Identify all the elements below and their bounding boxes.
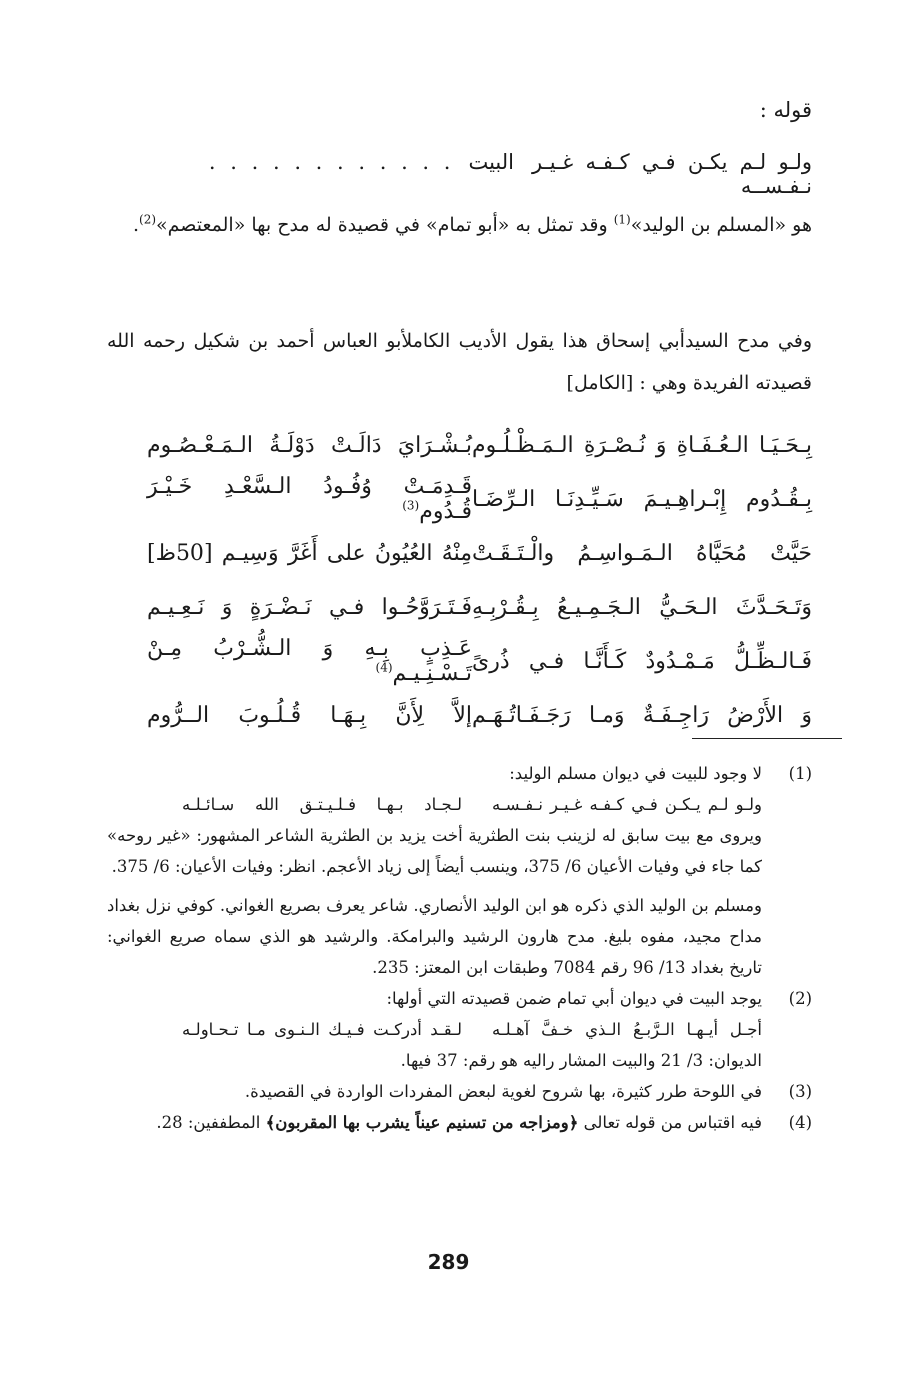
footnote-text: ويروى مع بيت سابق له لزينب بنت الطثرية أخت يزيد بن الطثرية الشاعر المشهور: «غير روحه» كما جاء في وفيات الأعيان 6/ 375، وينسب أيضاً إلى زياد الأعجم. انظر: وفيات الأعيان: 6/ 375. bbox=[107, 826, 762, 876]
poem bbox=[107, 418, 812, 742]
footnote-text-part: فيه اقتباس من قوله تعالى bbox=[578, 1113, 762, 1132]
quran-quote: ﴿ومزاجه من تسنيم عيناً يشرب بها المقربون﴾ bbox=[265, 1113, 579, 1132]
footnote-text: في اللوحة طرر كثيرة، بها شروح لغوية لبعض المفردات الواردة في القصيدة. bbox=[244, 1082, 762, 1101]
quote-heading: قوله : bbox=[759, 98, 812, 122]
footnote-body bbox=[107, 758, 762, 983]
footnote-verse bbox=[107, 789, 762, 820]
footnote-spacer bbox=[107, 882, 762, 890]
footnote-text: لا وجود للبيت في ديوان مسلم الوليد: bbox=[509, 764, 762, 783]
paragraph-poem-intro: وفي مدح السيدأبي إسحاق هذا يقول الأديب الكاملأبو العباس أحمد بن شكيل رحمه الله قصيدته الفريدة وهي : [الكامل] bbox=[107, 330, 812, 394]
footnote-divider bbox=[692, 738, 842, 739]
intro-verse-word: البيت bbox=[468, 150, 514, 174]
paragraph-attribution bbox=[107, 204, 812, 246]
footnote-text bbox=[107, 1107, 762, 1138]
poem-first-hemistich: حَيَّتْ مُحَيَّاهُ الـمَـواسِـمُ والْـتَـقَـتْ bbox=[472, 540, 812, 566]
footnote-number: (2) bbox=[788, 989, 812, 1008]
poem-second-hemistich: إلاَّ لِأَنَّ بِـهَـا قُـلُـوبَ الــرُّوم bbox=[147, 702, 472, 728]
footnote bbox=[107, 1107, 812, 1138]
paragraph-text: هو «المسلم بن الوليد» bbox=[630, 214, 812, 236]
poem-first-hemistich: فَـالـظِّـلُّ مَـمْـدُودٌ كَـأَنَّـا فـي ذُرىً bbox=[472, 648, 812, 674]
footnote-number: (4) bbox=[788, 1113, 812, 1132]
footnote-body bbox=[107, 1107, 762, 1138]
poem-second-hemistich: قَـدِمَـتْ وُفُـودُ الـسَّعْـدِ خَـيْـرَ قُـدُوم$^{(3)}$ bbox=[147, 474, 472, 524]
footnote-body bbox=[107, 983, 762, 1076]
poem-second-hemistich: عَـذِبٍ بِـهِ وَ الـشُّـرْبُ مِـنْ تَـسْـنِـيـم$^{(4)}$ bbox=[147, 636, 472, 686]
footnote-ref: (3) bbox=[402, 498, 420, 513]
footnote-ref: (4) bbox=[375, 660, 393, 675]
poem-second-hemistich: مِنْهُ العُيُونُ على أَغَرَّ وَسِيـم [50ظ] bbox=[147, 540, 472, 566]
poem-line bbox=[107, 634, 812, 688]
poem-line bbox=[107, 526, 812, 580]
footnote-number: (3) bbox=[788, 1082, 812, 1101]
footnote-text: ومسلم بن الوليد الذي ذكره هو ابن الوليد الأنصاري. شاعر يعرف بصريع الغواني. كوفي نزل بغداد مداح مجيد، مفوه بليغ. مدح هارون الرشيد والبرامكة. والرشيد هو الذي سماه صريع الغواني: تاريخ بغداد 13/ 96 رقم 7084 وطبقات ابن المعتز: 235. bbox=[107, 896, 762, 977]
intro-verse bbox=[107, 150, 812, 198]
footnotes bbox=[107, 758, 812, 1138]
footnote-verse-second: لـجـاد بـهـا فـلـيـتـق الله سـائـلـه bbox=[182, 795, 462, 814]
paragraph-text: . bbox=[132, 214, 139, 236]
footnote-verse-first: ولـو لـم يـكـن فـي كـفـه غـيـر نـفـسـه bbox=[492, 795, 762, 814]
footnote-verse bbox=[107, 1014, 762, 1045]
footnote-text: يوجد البيت في ديوان أبي تمام ضمن قصيدته التي أولها: bbox=[386, 989, 762, 1008]
footnote-text-part: المطففين: 28. bbox=[156, 1113, 266, 1132]
footnote bbox=[107, 983, 812, 1076]
footnote-number: (1) bbox=[788, 764, 812, 783]
footnote-body bbox=[107, 1076, 762, 1107]
footnote-verse-second: لـقـد أدركـت فـيـك الـنـوى مـا تـحـاولـه bbox=[182, 1020, 462, 1039]
poem-first-hemistich: بِـقُـدُوم إِبْـراهِـيـمَ سَـيِّـدِنَـا الـرِّضَـا bbox=[472, 486, 812, 512]
poem-line bbox=[107, 472, 812, 526]
poem-first-hemistich: وَ الأَرْضُ رَاجِـفَـةٌ وَمـا رَجَـفَـاتُـهَـم bbox=[472, 702, 812, 728]
poem-first-hemistich: بِـحَـيَـا الـعُـفَـاةِ وَ نُـصْـرَةِ الـمَـظْـلُـوم bbox=[472, 432, 812, 458]
poem-second-hemistich: بُـشْـرَايَ دَالَـتْ دَوْلَـةُ الـمَـعْـصُـوم bbox=[147, 432, 472, 458]
footnote bbox=[107, 758, 812, 983]
footnote-ref: (2) bbox=[139, 212, 157, 227]
footnote-ref: (1) bbox=[613, 212, 631, 227]
footnote-text: الديوان: 3/ 21 والبيت المشار راليه هو رقم: 37 فيها. bbox=[400, 1051, 762, 1070]
page-number: 289 bbox=[427, 1250, 470, 1274]
paragraph-text: وقد تمثل به «أبو تمام» في قصيدة له مدح بها «المعتصم» bbox=[156, 214, 614, 236]
poem-first-hemistich: وَتَـحَـدَّثَ الـحَـيُّ الـجَـمِـيـعُ بِـقُـرْبِـهِ bbox=[472, 594, 812, 620]
footnote-verse-first: أجـل أيـهـا الـرَّبـعُ الـذي خـفَّ آهـلـه bbox=[492, 1020, 762, 1039]
poem-line bbox=[107, 688, 812, 742]
poem-line bbox=[107, 418, 812, 472]
intro-verse-hemistich: ولـو لـم يكـن فـي كـفـه غـيـر نـفـســه bbox=[532, 150, 812, 198]
intro-verse-dots: . . . . . . . . . . . . bbox=[208, 150, 455, 174]
poem-line bbox=[107, 580, 812, 634]
footnote bbox=[107, 1076, 812, 1107]
poem-second-hemistich: فَـتَـرَوَّحُـوا فـي نَـضْـرَةٍ وَ نَـعِـيـم bbox=[147, 594, 472, 620]
